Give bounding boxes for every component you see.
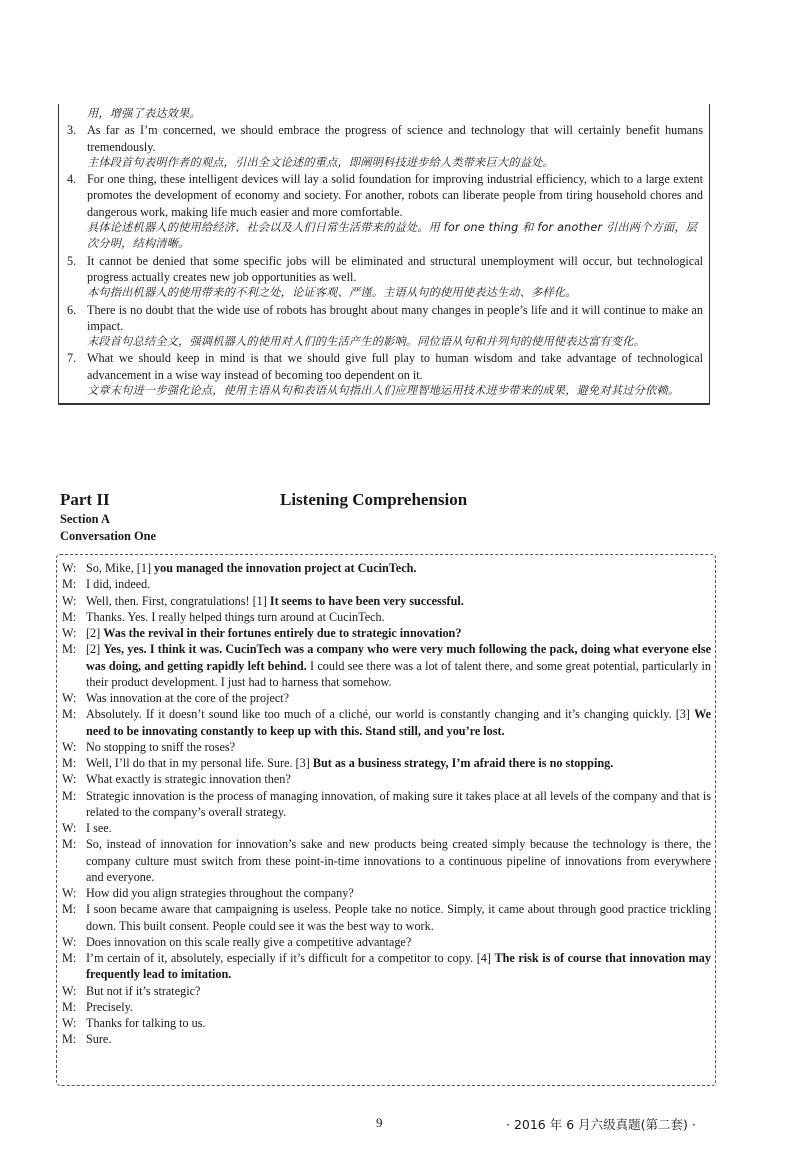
dialog-line — [62, 820, 711, 836]
dialog-line — [62, 755, 711, 771]
dialog-line — [62, 901, 711, 934]
utterance-segment: Thanks for talking to us. — [86, 1016, 206, 1030]
dialog-line — [62, 983, 711, 999]
note-number: 7. — [67, 351, 77, 366]
dialog-line — [62, 576, 711, 592]
note-number: 6. — [67, 302, 77, 317]
utterance-text — [86, 901, 711, 934]
utterance-text — [86, 690, 711, 706]
utterance-text — [86, 820, 711, 836]
utterance-segment: So, instead of innovation for innovation’s sake and new products being created simply because the technology is there, the company culture must switch from these point-in-time innovations to a continuous pipeline of innovations from everywhere and everyone. — [86, 837, 711, 884]
utterance-text — [86, 1031, 711, 1047]
utterance-segment: What exactly is strategic innovation then? — [86, 772, 291, 787]
dialog-line — [62, 885, 711, 901]
speaker-label: M: — [62, 902, 77, 917]
utterance-segment: No stopping to sniff the roses? — [86, 739, 236, 754]
answer-highlight: Was the revival in their fortunes entirely due to strategic innovation? — [103, 626, 462, 640]
utterance-segment: Well, I’ll do that in my personal life. Sure. [3] — [86, 756, 313, 770]
utterance-text — [86, 560, 711, 576]
note-number: 4. — [67, 172, 77, 187]
dialog-line — [62, 934, 711, 950]
speaker-label: W: — [62, 1016, 77, 1030]
speaker-label: M: — [62, 999, 77, 1014]
speaker-label: W: — [62, 886, 77, 900]
speaker-label: W: — [62, 739, 77, 754]
utterance-segment: Thanks. Yes. I really helped things turn around at CucinTech. — [86, 609, 385, 624]
note-item — [65, 350, 703, 399]
speaker-label: W: — [62, 934, 77, 949]
utterance-text — [86, 1015, 711, 1031]
utterance-segment: Absolutely. If it doesn’t sound like too much of a cliché, our world is constantly changing and it’s changing quickly. [3] — [86, 707, 695, 722]
dialog-line — [62, 706, 711, 739]
notes-continuation — [65, 106, 703, 122]
dialog-line — [62, 788, 711, 821]
dialog-line — [62, 609, 711, 625]
writing-notes-box — [58, 104, 710, 405]
utterance-text — [86, 625, 711, 641]
answer-highlight: The risk is of course that innovation may frequently lead to imitation. — [86, 951, 711, 982]
speaker-label: W: — [62, 691, 77, 705]
answer-highlight: Yes, yes. I think it was. CucinTech was a company who were very much following the pack, doing what everyone else was doing, and getting rapidly left behind. — [86, 642, 711, 673]
note-item — [65, 253, 703, 302]
dialog-line — [62, 690, 711, 706]
utterance-segment: Strategic innovation is the process of managing innovation, of making sure it takes place at all levels of the company and that is related to the company’s overall strategy. — [86, 788, 711, 819]
utterance-text — [86, 983, 711, 999]
speaker-label: M: — [62, 837, 77, 852]
part-label: Part II — [60, 490, 110, 509]
speaker-label: M: — [62, 756, 77, 770]
utterance-text — [86, 641, 711, 690]
speaker-label: W: — [62, 561, 77, 575]
dialog-transcript-box — [56, 554, 716, 1086]
note-zh: 末段首句总结全文，强调机器人的使用对人们的生活产生的影响。同位语从句和并列句的使用使表达富有变化。 — [87, 335, 645, 349]
utterance-segment: [2] — [86, 642, 104, 657]
speaker-label: M: — [62, 707, 77, 722]
notes-list — [65, 122, 703, 399]
utterance-segment: Well, then. First, congratulations! [1] — [86, 593, 270, 608]
section-label: Section A — [60, 512, 110, 526]
speaker-label: M: — [62, 642, 77, 657]
utterance-segment: I soon became aware that campaigning is useless. People take no notice. Simply, it came about through good practice trickling down. This built consent. People could see it was the best way to work. — [86, 902, 711, 933]
utterance-segment: I did, indeed. — [86, 577, 151, 592]
answer-highlight: We need to be innovating constantly to keep up with this. Stand still, and you’re lost. — [86, 707, 711, 738]
speaker-label: W: — [62, 983, 77, 998]
dialog-line — [62, 739, 711, 755]
dialog-line — [62, 1015, 711, 1031]
answer-highlight: you managed the innovation project at CucinTech. — [154, 561, 417, 575]
note-item — [65, 171, 703, 252]
note-item — [65, 122, 703, 171]
note-zh: 具体论述机器人的使用给经济、社会以及人们日常生活带来的益处。用 for one thing 和 for another 引出两个方面，层次分明，结构清晰。 — [87, 221, 698, 251]
note-en: For one thing, these intelligent devices will lay a solid foundation for improving industrial efficiency, which to a large extent promotes the development of economy and society. For another, robots can liberate people from tiring household chores and dangerous work, making life much easier and more comfortable. — [87, 172, 703, 219]
utterance-segment: I see. — [86, 821, 112, 835]
speaker-label: M: — [62, 788, 77, 803]
note-en: It cannot be denied that some specific jobs will be eliminated and structural unemployment will occur, but technological progress actually creates new job opportunities as well. — [87, 253, 703, 284]
utterance-text — [86, 788, 711, 821]
utterance-text — [86, 609, 711, 625]
note-number: 3. — [67, 123, 77, 138]
utterance-text — [86, 836, 711, 885]
note-en: There is no doubt that the wide use of robots has brought about many changes in people’s life and it will continue to make an impact. — [87, 302, 703, 333]
source-caption: · 2016 年 6 月六级真题(第二套) · — [506, 1117, 696, 1132]
speaker-label: W: — [62, 821, 77, 835]
dialog-list — [62, 560, 711, 1048]
speaker-label: M: — [62, 609, 77, 624]
utterance-segment: Precisely. — [86, 999, 133, 1014]
dialog-line — [62, 836, 711, 885]
speaker-label: W: — [62, 593, 77, 608]
utterance-segment: I’m certain of it, absolutely, especially if it’s difficult for a competitor to copy. [4] — [86, 951, 495, 965]
utterance-segment: Sure. — [86, 1032, 112, 1047]
dialog-line — [62, 771, 711, 787]
speaker-label: M: — [62, 577, 77, 592]
utterance-text — [86, 771, 711, 787]
answer-highlight: It seems to have been very successful. — [269, 593, 464, 608]
utterance-segment: But not if it’s strategic? — [86, 983, 201, 998]
utterance-segment: [2] — [86, 626, 104, 640]
dialog-line — [62, 560, 711, 576]
utterance-segment: Does innovation on this scale really give a competitive advantage? — [86, 934, 412, 949]
note-en: As far as I’m concerned, we should embrace the progress of science and technology that will certainly benefit humans tremendously. — [87, 123, 703, 154]
note-zh: 主体段首句表明作者的观点，引出全文论述的重点，即阐明科技进步给人类带来巨大的益处。 — [87, 155, 554, 169]
note-en: What we should keep in mind is that we should give full play to human wisdom and take advantage of technological advancement in a wise way instead of becoming too dependent on it. — [87, 351, 703, 382]
utterance-text — [86, 934, 711, 950]
note-zh: 本句指出机器人的使用带来的不利之处，论证客观、严谨。主语从句的使用使表达生动、多样化。 — [87, 286, 577, 300]
utterance-segment: So, Mike, [1] — [86, 561, 155, 575]
speaker-label: W: — [62, 626, 77, 640]
speaker-label: M: — [62, 1032, 77, 1047]
dialog-line — [62, 625, 711, 641]
note-zh: 用，增强了表达效果。 — [87, 107, 201, 120]
dialog-line — [62, 950, 711, 983]
utterance-text — [86, 576, 711, 592]
utterance-text — [86, 999, 711, 1015]
utterance-segment: Was innovation at the core of the project? — [86, 691, 290, 705]
conversation-label: Conversation One — [60, 529, 157, 543]
note-zh: 文章末句进一步强化论点，使用主语从句和表语从句指出人们应理智地运用技术进步带来的成果，避免对其过分依赖。 — [87, 384, 680, 398]
utterance-segment: I could see there was a lot of talent there, and some great potential, particularly in their product development. I just had to harness that somehow. — [86, 658, 712, 689]
utterance-text — [86, 739, 711, 755]
page-number: 9 — [376, 1115, 383, 1130]
part-title: Listening Comprehension — [280, 490, 468, 509]
utterance-text — [86, 593, 711, 609]
utterance-text — [86, 885, 711, 901]
speaker-label: M: — [62, 951, 77, 965]
dialog-line — [62, 641, 711, 690]
utterance-text — [86, 706, 711, 739]
dialog-line — [62, 999, 711, 1015]
utterance-text — [86, 950, 711, 983]
utterance-text — [86, 755, 711, 771]
utterance-segment: How did you align strategies throughout the company? — [86, 886, 354, 900]
dialog-line — [62, 593, 711, 609]
note-number: 5. — [67, 253, 77, 268]
dialog-line — [62, 1031, 711, 1047]
note-item — [65, 302, 703, 351]
speaker-label: W: — [62, 772, 77, 787]
answer-highlight: But as a business strategy, I’m afraid there is no stopping. — [312, 756, 614, 770]
